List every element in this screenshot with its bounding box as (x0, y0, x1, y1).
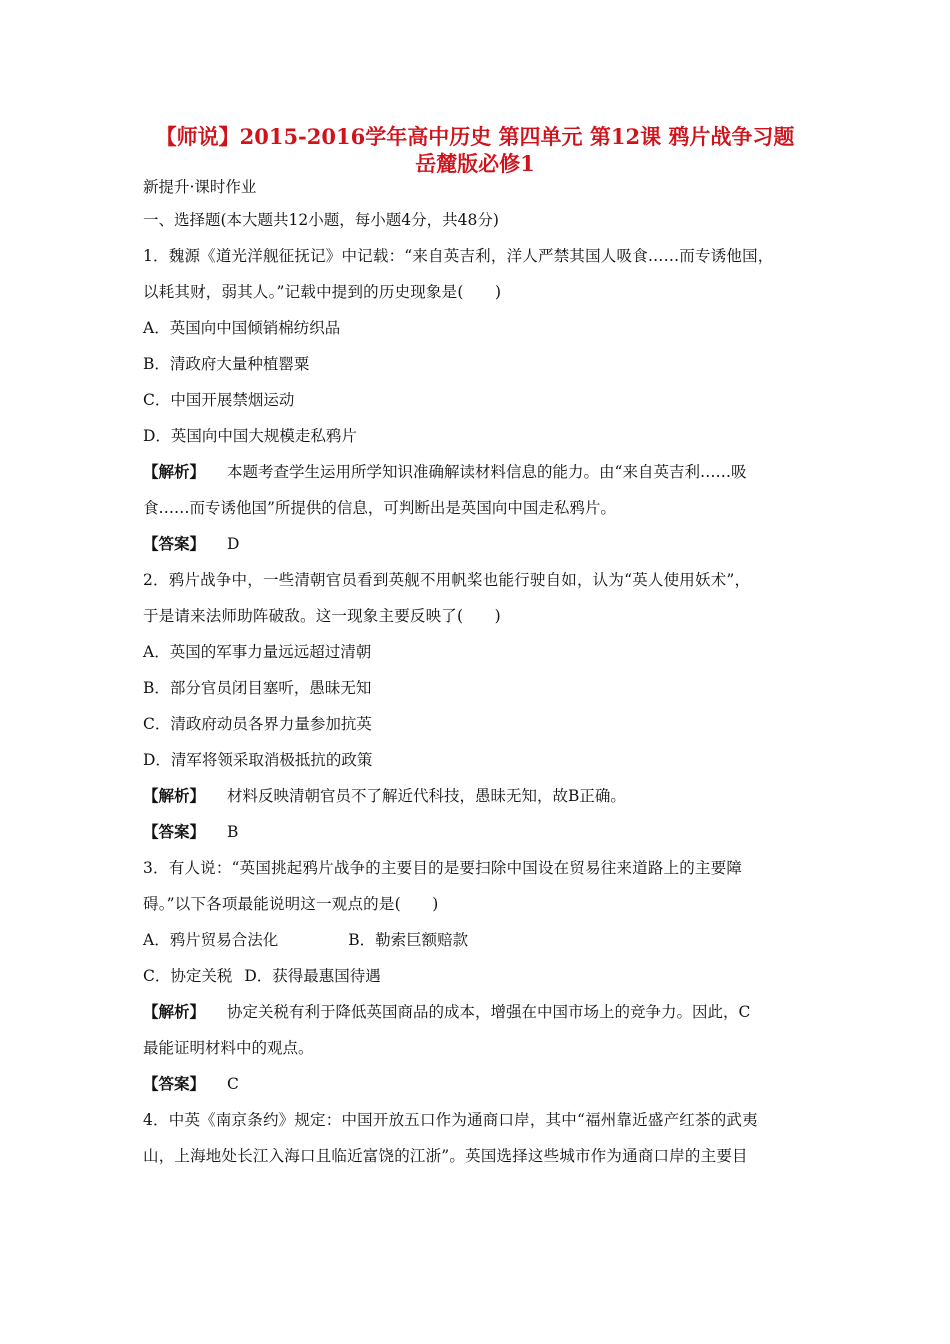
analysis-label: 【解析】 (143, 462, 206, 481)
question-stem-line: 2．鸦片战争中，一些清朝官员看到英舰不用帆桨也能行驶自如，认为“英人使用妖术”， (143, 571, 751, 589)
answer-label: 【答案】 (143, 534, 206, 553)
option-c: C．中国开展禁烟运动 (143, 391, 295, 409)
analysis-text: 本题考查学生运用所学知识准确解读材料信息的能力。由“来自英吉利……吸 (227, 463, 747, 481)
answer-value: C (227, 1075, 239, 1093)
answer-line (143, 526, 815, 562)
option-b: B．部分官员闭目塞听，愚昧无知 (143, 679, 372, 697)
analysis-text: 材料反映清朝官员不了解近代科技，愚昧无知，故B正确。 (227, 787, 626, 805)
option-a: A．鸦片贸易合法化 (143, 931, 279, 949)
analysis-continuation: 最能证明材料中的观点。 (143, 1039, 314, 1057)
document-title-line-2: 岳麓版必修1 (415, 151, 535, 176)
question-stem-line: 于是请来法师助阵破敌。这一现象主要反映了( ) (143, 607, 501, 625)
question-stem-line: 山，上海地处长江入海口且临近富饶的江浙”。英国选择这些城市作为通商口岸的主要目 (143, 1147, 748, 1165)
question-stem-line: 1．魏源《道光洋舰征抚记》中记载：“来自英吉利，洋人严禁其国人吸食……而专诱他国， (143, 247, 774, 265)
question-stem-line: 4．中英《南京条约》规定：中国开放五口作为通商口岸，其中“福州靠近盛产红茶的武夷 (143, 1111, 758, 1129)
analysis-text: 协定关税有利于降低英国商品的成本，增强在中国市场上的竞争力。因此，C (227, 1003, 751, 1021)
question-3 (143, 850, 815, 1102)
option-a: A．英国向中国倾销棉纺织品 (143, 319, 341, 337)
question-stem-line: 3．有人说：“英国挑起鸦片战争的主要目的是要扫除中国设在贸易往来道路上的主要障 (143, 859, 743, 877)
option-d: D．清军将领采取消极抵抗的政策 (143, 751, 373, 769)
answer-label: 【答案】 (143, 1074, 206, 1093)
analysis-label: 【解析】 (143, 786, 206, 805)
option-b: B．勒索巨额赔款 (348, 931, 469, 949)
analysis-line (143, 454, 815, 490)
analysis-line (143, 778, 815, 814)
analysis-continuation: 食……而专诱他国”所提供的信息，可判断出是英国向中国走私鸦片。 (143, 499, 616, 517)
options-row-ab (143, 922, 815, 958)
answer-line (143, 1066, 815, 1102)
question-1 (143, 238, 815, 562)
answer-value: B (227, 823, 239, 841)
option-c: C．协定关税 (143, 967, 233, 985)
option-d: D．英国向中国大规模走私鸦片 (143, 427, 357, 445)
question-4 (143, 1102, 815, 1174)
answer-value: D (227, 535, 240, 553)
options-row-cd (143, 958, 815, 994)
question-2 (143, 562, 815, 850)
answer-label: 【答案】 (143, 822, 206, 841)
part-title: 一、选择题(本大题共12小题，每小题4分，共48分) (143, 211, 499, 229)
answer-line (143, 814, 815, 850)
question-stem-line: 碍。”以下各项最能说明这一观点的是( ) (143, 895, 439, 913)
analysis-line (143, 994, 815, 1030)
analysis-label: 【解析】 (143, 1002, 206, 1021)
option-c: C．清政府动员各界力量参加抗英 (143, 715, 372, 733)
question-stem-line: 以耗其财，弱其人。”记载中提到的历史现象是( ) (143, 283, 502, 301)
option-b: B．清政府大量种植罂粟 (143, 355, 310, 373)
option-d: D．获得最惠国待遇 (244, 967, 381, 985)
document-body (143, 172, 815, 1174)
option-a: A．英国的军事力量远远超过清朝 (143, 643, 372, 661)
document-title-line-1: 【师说】2015-2016学年高中历史 第四单元 第12课 鸦片战争习题 (155, 124, 795, 149)
section-subtitle: 新提升·课时作业 (143, 178, 257, 196)
